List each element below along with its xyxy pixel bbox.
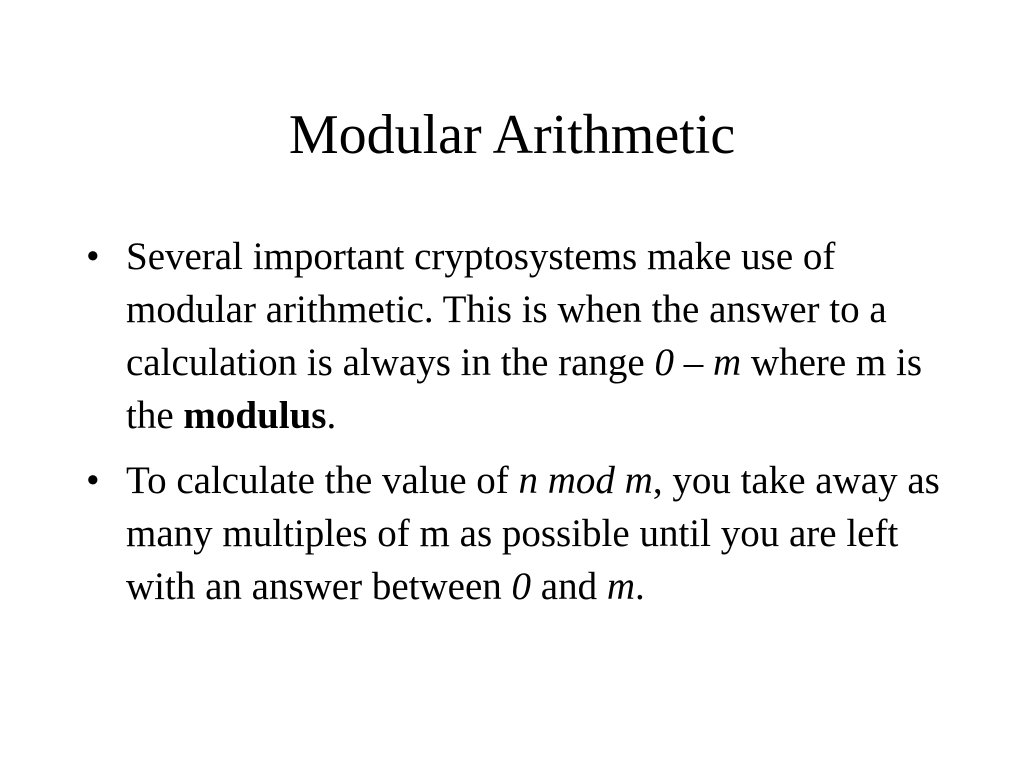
bullet-text-segment: Several important cryptosystems make use of modular arithmetic. This is when the answer to a calculation is always in the range (126, 235, 887, 384)
lower-bound: 0 (511, 565, 532, 608)
bullet-text-segment: , you take away as many multiples of m as possible until you are left with an answer between (126, 459, 940, 608)
bullet-dot-icon: • (86, 235, 100, 278)
bullet-text-segment: . (635, 565, 645, 608)
mod-expression: n mod m (518, 459, 653, 502)
bullet-item (86, 454, 956, 613)
bullet-text-segment: . (326, 394, 337, 437)
bullet-text-segment: and (531, 565, 607, 608)
bullet-dot-icon: • (86, 459, 100, 502)
slide-title: Modular Arithmetic (288, 104, 736, 166)
range-expression: 0 – m (654, 341, 742, 384)
bullet-text-segment: To calculate the value of (126, 459, 519, 502)
modulus-term: modulus (183, 394, 327, 437)
bullet-item (86, 230, 956, 442)
upper-bound: m (606, 565, 636, 608)
bullet-list (86, 230, 956, 625)
bullet-text-segment: where m is the (126, 341, 923, 437)
